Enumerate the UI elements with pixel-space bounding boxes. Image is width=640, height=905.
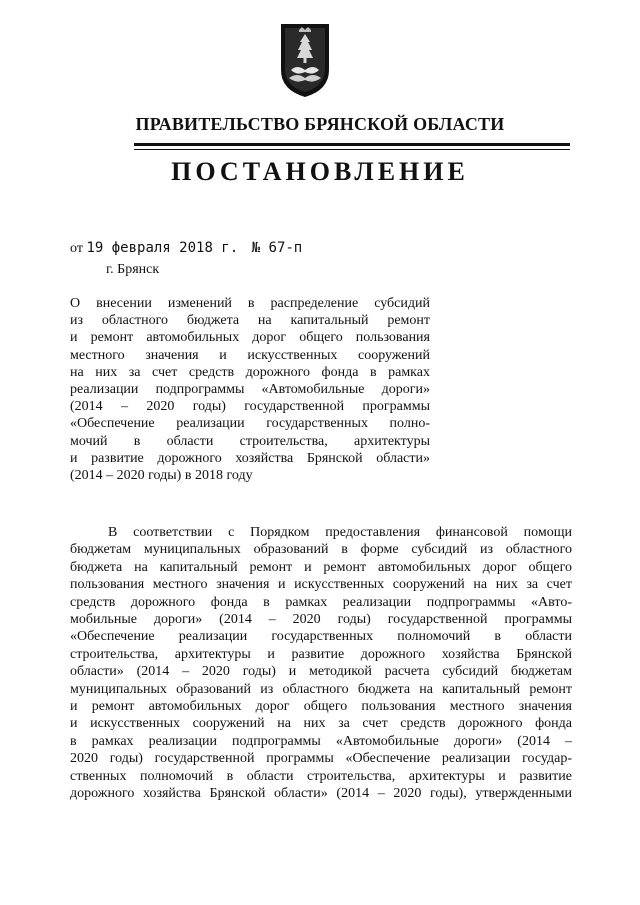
subject-line: и развитие дорожного хозяйства Брянской области» — [70, 450, 430, 466]
body-line: средств дорожного фонда в рамках реализации подпрограммы «Авто- — [70, 594, 572, 610]
coat-of-arms-icon — [277, 20, 333, 100]
document-subject — [70, 295, 430, 484]
subject-line: местного значения и искусственных сооружений — [70, 347, 430, 363]
document-number: № 67-п — [251, 240, 303, 256]
body-line: бюджетам муниципальных образований в форме субсидий из областного — [70, 542, 572, 558]
body-line: «Обеспечение реализации государственных полномочий в области — [70, 629, 572, 645]
body-line: дорожного хозяйства Брянской области» (2014 – 2020 годы), утвержденными — [70, 786, 572, 802]
body-line: 2020 годы) государственной программы «Обеспечение реализации государ- — [70, 751, 572, 767]
date-prefix: от — [70, 241, 83, 256]
subject-line: «Обеспечение реализации государственных полно- — [70, 416, 430, 432]
body-line: бюджета на капитальный ремонт и ремонт автомобильных дорог общего — [70, 559, 572, 575]
body-line: мобильные дороги» (2014 – 2020 годы) государственной программы — [70, 612, 572, 628]
body-line: строительства, архитектуры и развитие дорожного хозяйства Брянской — [70, 646, 572, 662]
document-body — [70, 524, 572, 803]
subject-line: О внесении изменений в распределение субсидий — [70, 296, 430, 311]
subject-line: реализации подпрограммы «Автомобильные дороги» — [70, 382, 430, 398]
header-rule-thin — [134, 149, 570, 150]
body-line: ственных полномочий в области строительства, архитектуры и развитие — [70, 768, 572, 784]
subject-line: мочий в области строительства, архитектуры — [70, 433, 430, 449]
government-title: ПРАВИТЕЛЬСТВО БРЯНСКОЙ ОБЛАСТИ — [135, 114, 505, 134]
body-line: в рамках реализации подпрограммы «Автомобильные дороги» (2014 – — [70, 733, 572, 749]
subject-line: из областного бюджета на капитальный ремонт — [70, 313, 430, 329]
body-line: и ремонт автомобильных дорог общего пользования местного значения — [70, 699, 572, 715]
subject-line: (2014 – 2020 годы) в 2018 году — [70, 468, 253, 484]
body-line: муниципальных образований из областного бюджета на капитальный ремонт — [70, 681, 572, 697]
subject-line: и ремонт автомобильных дорог общего пользования — [70, 330, 430, 346]
city-label: г. Брянск — [106, 262, 160, 277]
date-line — [70, 240, 302, 257]
subject-line: на них за счет средств дорожного фонда в рамках — [70, 364, 430, 380]
document-type-heading: ПОСТАНОВЛЕНИЕ — [171, 157, 469, 186]
body-line: и искусственных сооружений на них за счет средств дорожного фонда — [70, 716, 572, 732]
body-line: области» (2014 – 2020 годы) и методикой расчета субсидий бюджетам — [70, 664, 572, 680]
header-rule-thick — [134, 143, 570, 146]
body-line: пользования местного значения и искусственных сооружений на них за счет — [70, 577, 572, 593]
document-date: 19 февраля 2018 г. — [86, 240, 239, 256]
body-line: В соответствии с Порядком предоставления финансовой помощи — [108, 525, 572, 540]
subject-line: (2014 – 2020 годы) государственной программы — [70, 399, 430, 415]
